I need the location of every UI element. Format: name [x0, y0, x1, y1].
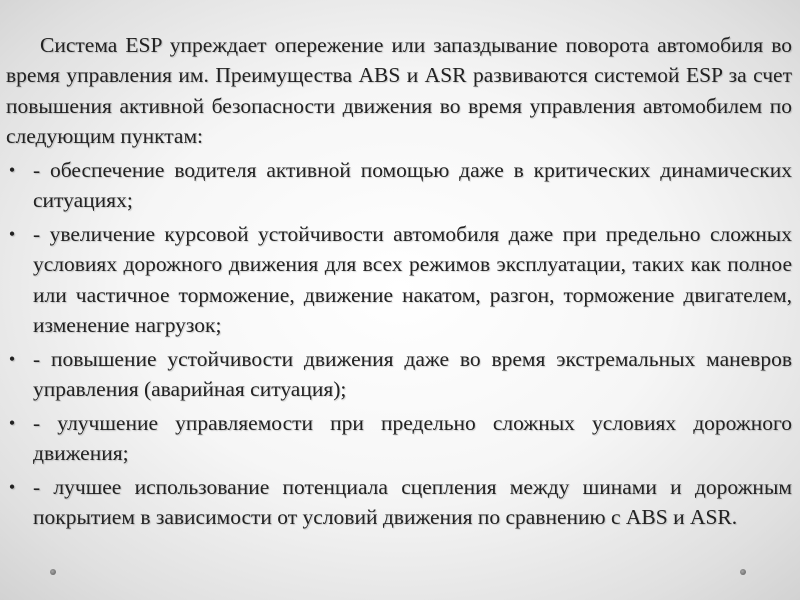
- intro-paragraph: Система ESP упреждает опережение или запаздывание поворота автомобиля во время управления им. Преимущества ABS и ASR развиваются системой ESP за счет повышения активной безопасности движения во время управления автомобилем по следующим пунктам:: [6, 33, 792, 149]
- bullet-item: [6, 155, 792, 216]
- bullet-dot-icon: •: [8, 223, 16, 244]
- bullet-text: - повышение устойчивости движения даже во время экстремальных маневров управления (аварийная ситуация);: [33, 346, 792, 402]
- slide-content: [6, 30, 792, 532]
- bullet-item: [6, 344, 792, 405]
- bullet-item: [6, 472, 792, 533]
- bullet-text: - обеспечение водителя активной помощью даже в критических динамических ситуациях;: [33, 157, 792, 213]
- bullet-dot-icon: •: [8, 412, 16, 433]
- corner-dot-icon: [740, 569, 746, 575]
- bullet-dot-icon: •: [8, 348, 16, 369]
- bullet-list: [6, 155, 792, 533]
- bullet-dot-icon: •: [8, 476, 16, 497]
- bullet-item: [6, 408, 792, 469]
- bullet-dot-icon: •: [8, 159, 16, 180]
- bullet-item: [6, 219, 792, 341]
- corner-dot-icon: [50, 569, 56, 575]
- bullet-text: - улучшение управляемости при предельно сложных условиях дорожного движения;: [33, 410, 792, 466]
- bullet-text: - увеличение курсовой устойчивости автомобиля даже при предельно сложных условиях дорожного движения для всех режимов эксплуатации, таких как полное или частичное торможение, движение накатом, разгон, торможение двигателем, изменение нагрузок;: [33, 221, 792, 338]
- bullet-text: - лучшее использование потенциала сцепления между шинами и дорожным покрытием в зависимости от условий движения по сравнению с ABS и ASR.: [33, 474, 792, 530]
